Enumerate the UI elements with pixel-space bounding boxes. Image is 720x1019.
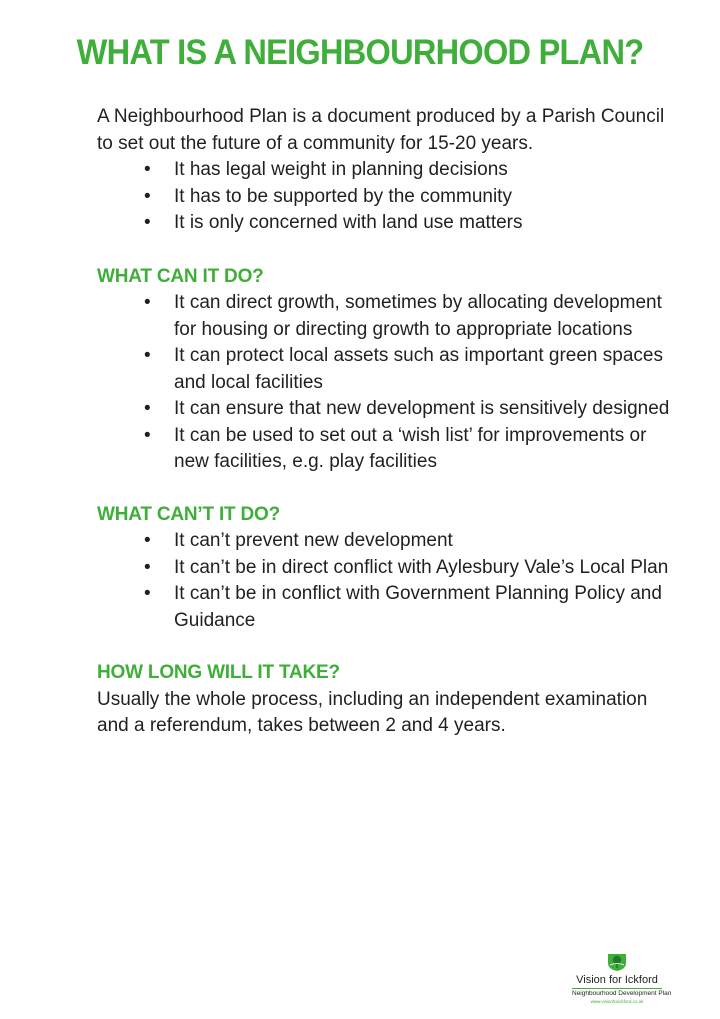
list-item [97,343,677,396]
list-item-text: It can be used to set out a ‘wish list’ for improvements or new facilities, e.g. play facilities [174,424,647,472]
bullet-glyph: • [144,530,151,551]
bullet-glyph: • [144,185,151,207]
cant-bullet-list [97,528,677,634]
list-item-text: It can’t be in conflict with Government Planning Policy and Guidance [174,583,662,631]
list-item [97,396,677,423]
list-item-text: It has legal weight in planning decisions [174,159,508,180]
logo-name: Vision for Ickford [576,974,658,986]
intro-bullet-list [97,157,677,237]
bullet-glyph: • [144,583,151,604]
section-heading-cant: WHAT CAN’T IT DO? [97,503,281,525]
vision-for-ickford-logo [572,952,672,1005]
section-heading-duration: HOW LONG WILL IT TAKE? [97,662,340,683]
bullet-glyph: • [144,345,151,366]
list-item-text: It can’t be in direct conflict with Aylesbury Vale’s Local Plan [174,556,669,578]
page-title: WHAT IS A NEIGHBOURHOOD PLAN? [76,33,644,72]
list-item-text: It can’t prevent new development [174,530,453,551]
intro-paragraph: A Neighbourhood Plan is a document produced by a Parish Council to set out the future of a community for 15-20 years. [97,106,665,154]
list-item [97,210,677,237]
bullet-glyph: • [144,159,151,180]
shield-tree-icon [606,952,628,972]
bullet-glyph: • [144,556,151,578]
list-item-text: It can ensure that new development is sensitively designed [174,398,670,419]
list-item [97,184,677,211]
logo-url: www.visionforickford.co.uk [590,999,644,1004]
list-item [97,290,677,343]
section-heading-can: WHAT CAN IT DO? [97,265,264,287]
list-item-text: It has to be supported by the community [174,185,512,207]
list-item [97,581,677,634]
bullet-glyph: • [144,212,151,233]
list-item-text: It is only concerned with land use matters [174,212,523,233]
bullet-glyph: • [144,292,151,313]
list-item [97,528,677,555]
list-item-text: It can direct growth, sometimes by allocating development for housing or directing growth to appropriate locations [174,292,662,340]
document-body [97,104,677,740]
list-item [97,157,677,184]
logo-subtitle: Neighbourhood Development Plan [572,990,672,997]
list-item [97,423,677,476]
list-item [97,555,677,582]
bullet-glyph: • [144,424,151,446]
list-item-text: It can protect local assets such as important green spaces and local facilities [174,345,663,393]
bullet-glyph: • [144,398,151,419]
duration-paragraph: Usually the whole process, including an independent examination and a referendum, takes between 2 and 4 years. [97,688,648,736]
can-bullet-list [97,290,677,476]
